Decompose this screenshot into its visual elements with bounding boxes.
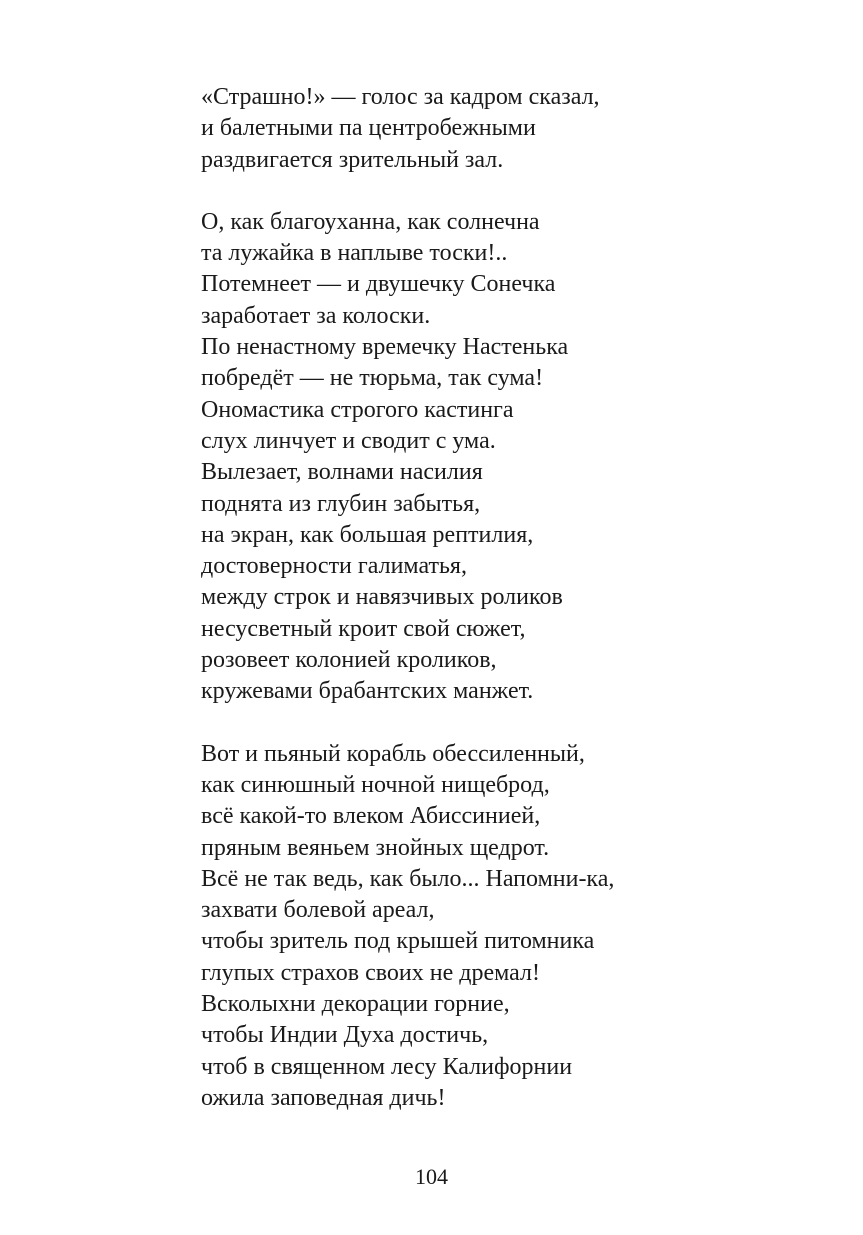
poem-line: несусветный кроит свой сюжет, — [201, 615, 526, 642]
poem-line: ожила заповедная дичь! — [201, 1084, 446, 1111]
poem-line: поднята из глубин забытья, — [201, 490, 481, 517]
poem-line: раздвигается зрительный зал. — [201, 146, 504, 173]
stanza-2 — [201, 207, 761, 708]
stanza-3 — [201, 739, 761, 1115]
poem-line: побредёт — не тюрьма, так сума! — [201, 365, 544, 392]
poem-line: глупых страхов своих не дремал! — [201, 959, 540, 986]
poem-line: «Страшно!» — голос за кадром сказал, — [201, 84, 600, 110]
poem-line: Ономастика строгого кастинга — [201, 396, 514, 423]
poem-line: достоверности галиматья, — [201, 553, 467, 580]
poem-line: Всё не так ведь, как было... Напомни-ка, — [201, 865, 615, 892]
poem-line: Всколыхни декорации горние, — [201, 991, 510, 1018]
poem-line: между строк и навязчивых роликов — [201, 584, 563, 611]
poem-line: заработает за колоски. — [201, 302, 431, 329]
poem-text — [201, 82, 761, 1145]
poem-line: и балетными па центробежными — [201, 115, 536, 142]
poem-line: пряным веяньем знойных щедрот. — [201, 834, 550, 861]
poem-line: слух линчует и сводит с ума. — [201, 427, 496, 454]
poem-line: чтобы зритель под крышей питомника — [201, 928, 595, 955]
poem-line: на экран, как большая рептилия, — [201, 521, 534, 548]
poem-line: По ненастному времечку Настенька — [201, 334, 569, 361]
poem-line: захвати болевой ареал, — [201, 897, 435, 924]
poem-line: всё какой-то влеком Абиссинией, — [201, 803, 541, 830]
poem-line: Вот и пьяный корабль обессиленный, — [201, 740, 585, 767]
poem-line: чтобы Индии Духа достичь, — [201, 1022, 489, 1049]
poem-line: кружевами брабантских манжет. — [201, 678, 534, 705]
stanza-1 — [201, 82, 761, 176]
poem-line: чтоб в священном лесу Калифорнии — [201, 1053, 573, 1080]
poem-line: О, как благоуханна, как солнечна — [201, 208, 540, 235]
poem-line: как синюшный ночной нищеброд, — [201, 771, 550, 798]
poem-line: та лужайка в наплыве тоски!.. — [201, 240, 508, 267]
poem-line: розовеет колонией кроликов, — [201, 647, 497, 674]
page-number: 104 — [415, 1164, 448, 1189]
poem-line: Потемнеет — и двушечку Сонечка — [201, 271, 556, 298]
poem-line: Вылезает, волнами насилия — [201, 459, 483, 486]
